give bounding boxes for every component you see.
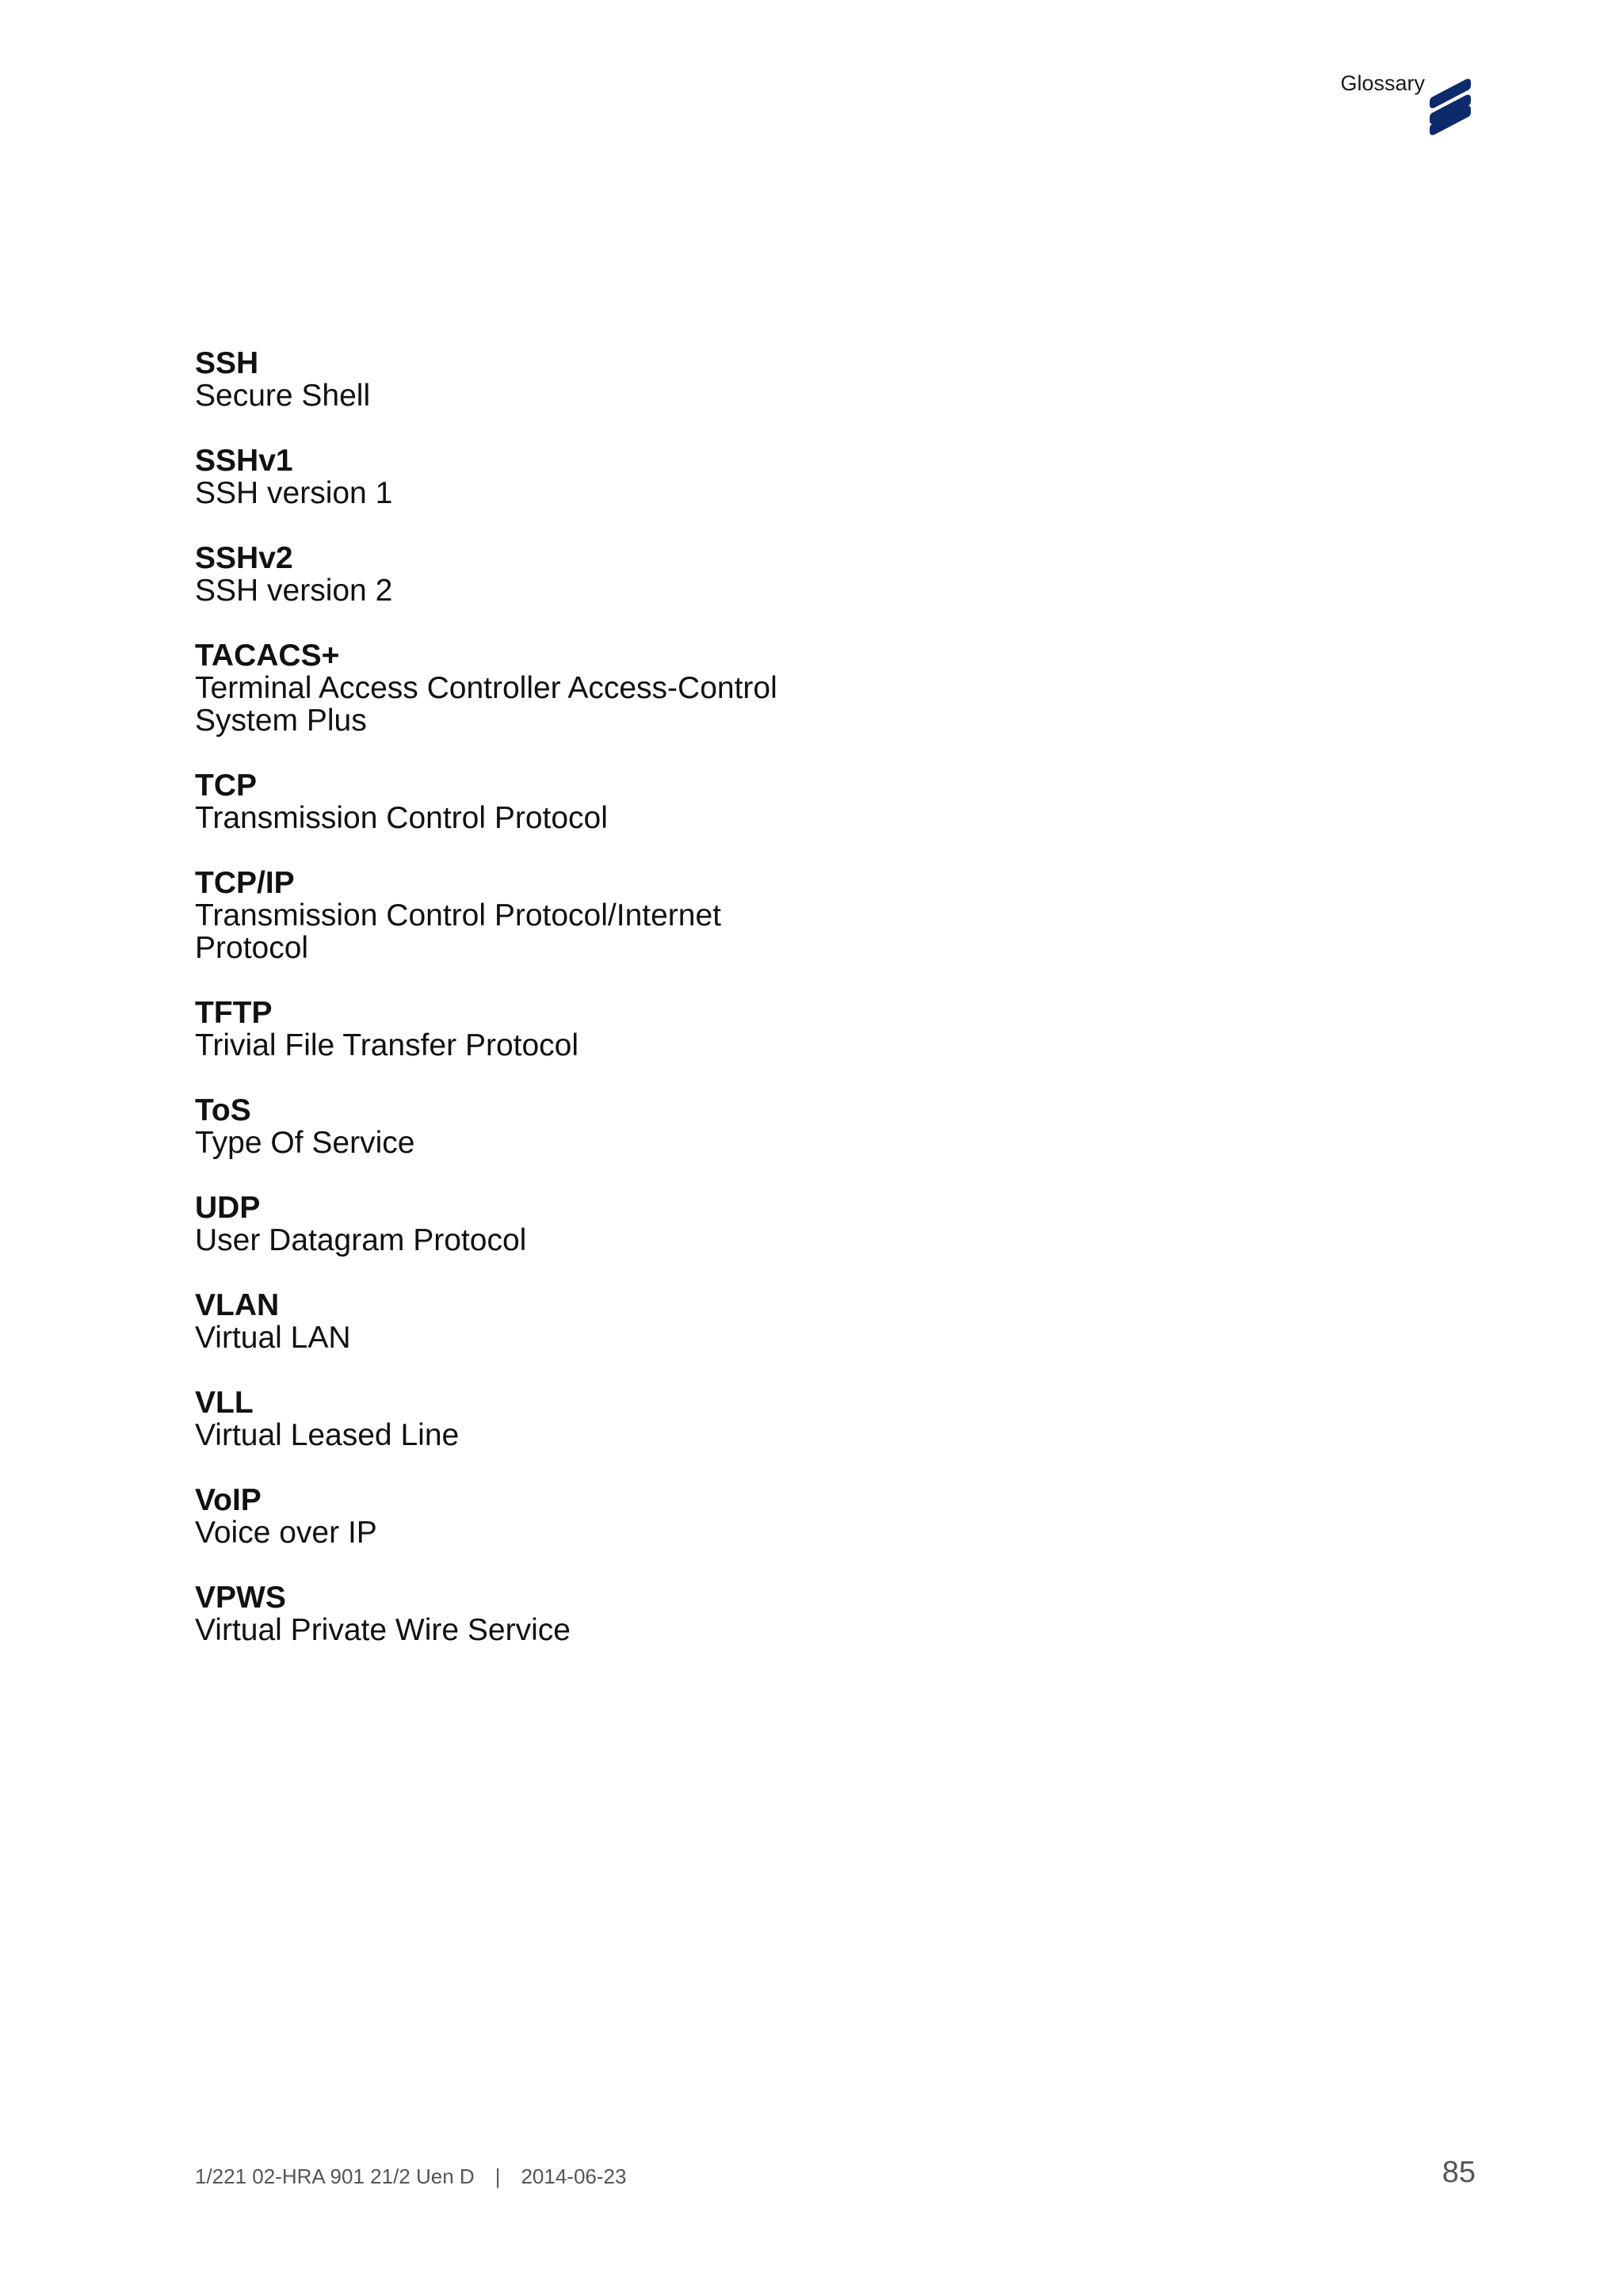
glossary-definition: SSH version 1 (195, 476, 393, 510)
document-id: 1/221 02-HRA 901 21/2 Uen D (195, 2164, 475, 2188)
glossary-term: VLAN (195, 1288, 280, 1322)
glossary-entry (195, 542, 1146, 607)
glossary-term: SSHv1 (195, 444, 293, 478)
glossary-term: VoIP (195, 1483, 262, 1517)
glossary-entry (195, 1094, 1146, 1159)
glossary-definition: Type Of Service (195, 1126, 415, 1160)
glossary-term: UDP (195, 1191, 261, 1225)
glossary-entry (195, 639, 1146, 737)
glossary-entry (195, 1192, 1146, 1257)
glossary-term: TCP (195, 769, 257, 803)
glossary-term: VPWS (195, 1581, 286, 1615)
glossary-term: SSH (195, 346, 259, 380)
glossary-term: VLL (195, 1386, 254, 1420)
glossary-entry (195, 867, 1146, 964)
glossary-term: TACACS+ (195, 639, 340, 673)
glossary-definition: Virtual Private Wire Service (195, 1613, 571, 1647)
page-number: 85 (1442, 2156, 1476, 2189)
glossary-entry (195, 1289, 1146, 1354)
glossary-definition: Secure Shell (195, 379, 371, 413)
glossary-entry (195, 444, 1146, 509)
glossary-list (195, 347, 1146, 1679)
glossary-definition: Virtual LAN (195, 1321, 351, 1355)
glossary-definition: SSH version 2 (195, 574, 393, 608)
logo-bars (1430, 79, 1471, 135)
footer-document-info (195, 2166, 626, 2187)
glossary-definition: Trivial File Transfer Protocol (195, 1028, 579, 1062)
glossary-entry (195, 769, 1146, 834)
glossary-entry (195, 1581, 1146, 1646)
footer-separator: | (495, 2164, 501, 2188)
document-date: 2014-06-23 (521, 2164, 627, 2188)
glossary-entry (195, 1386, 1146, 1451)
glossary-entry (195, 1484, 1146, 1549)
glossary-term: TCP/IP (195, 866, 295, 900)
glossary-term: SSHv2 (195, 541, 293, 575)
glossary-definition: Transmission Control Protocol/Internet Protocol (195, 898, 721, 965)
glossary-entry (195, 997, 1146, 1062)
ericsson-logo-icon (1426, 73, 1474, 136)
glossary-definition: Terminal Access Controller Access-Control System Plus (195, 671, 777, 738)
section-title: Glossary (1340, 71, 1425, 95)
glossary-definition: User Datagram Protocol (195, 1223, 527, 1257)
glossary-definition: Virtual Leased Line (195, 1418, 460, 1452)
glossary-definition: Transmission Control Protocol (195, 801, 608, 835)
glossary-term: ToS (195, 1093, 251, 1127)
glossary-definition: Voice over IP (195, 1516, 377, 1550)
glossary-term: TFTP (195, 996, 273, 1030)
glossary-entry (195, 347, 1146, 412)
